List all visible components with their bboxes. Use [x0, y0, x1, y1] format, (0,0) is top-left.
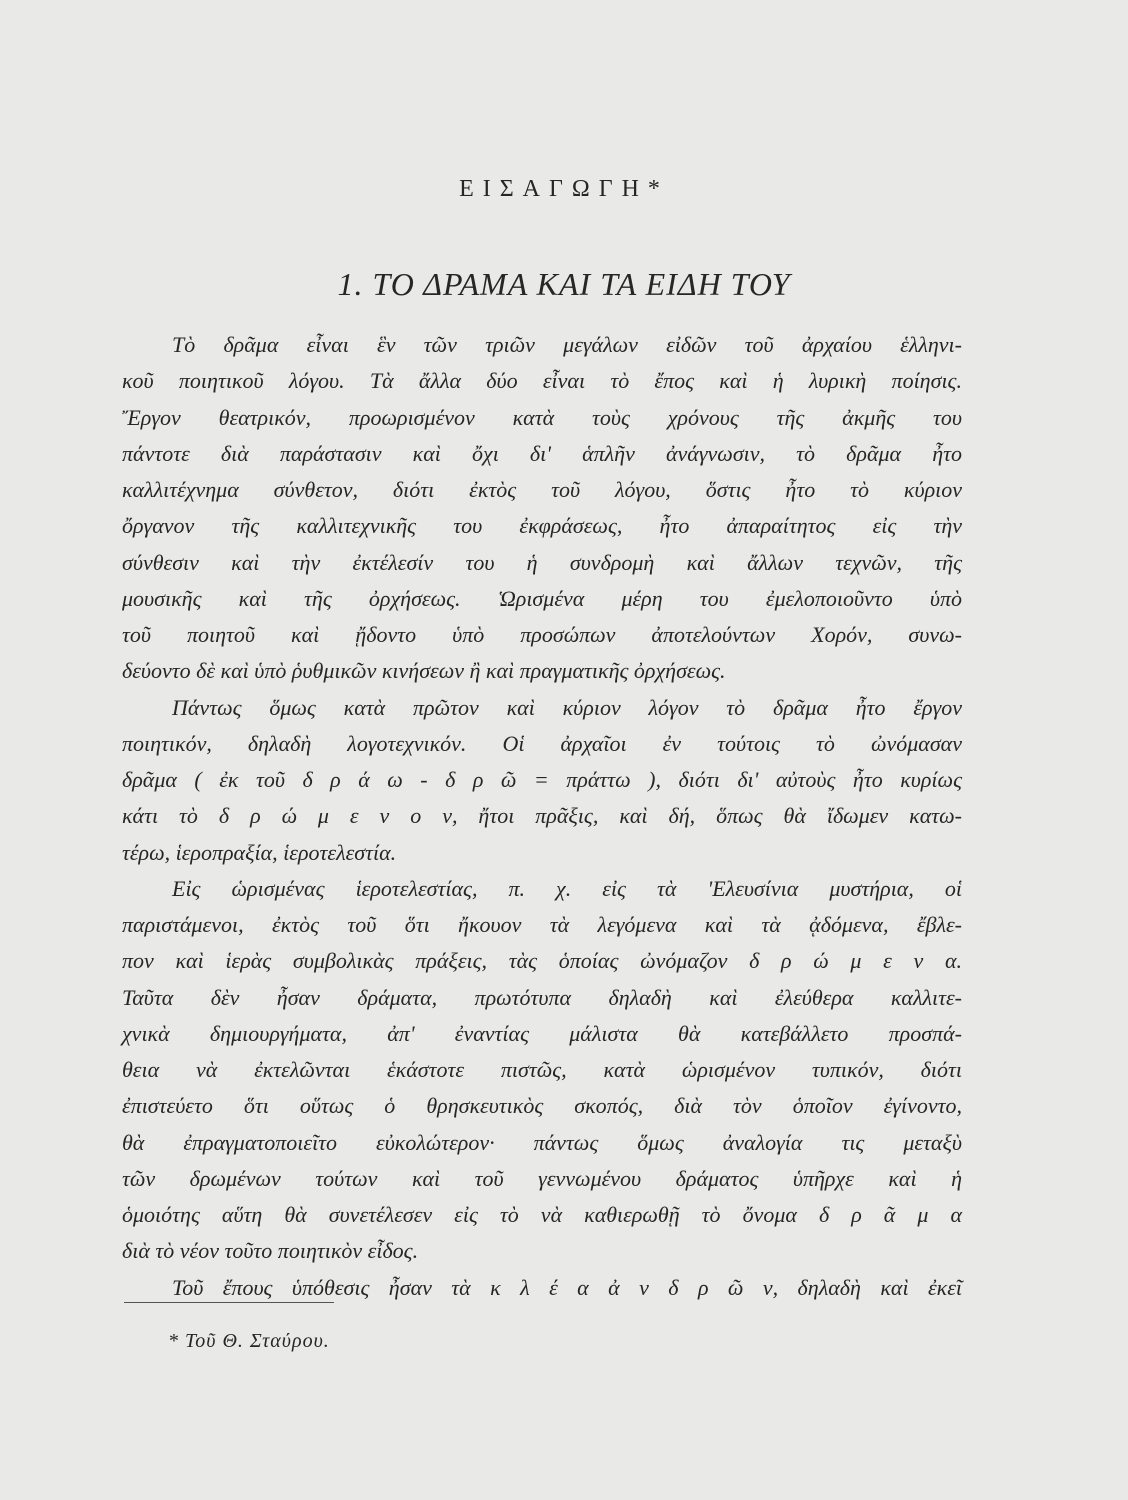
- chapter-heading: ΕΙΣΑΓΩΓΗ*: [459, 176, 669, 202]
- text-line: Τοῦ ἔπους ὑπόθεσις ἦσαν τὰ κ λ έ α ἀ ν δ ρ ῶ ν, δηλαδὴ καὶ ἐκεῖ: [172, 1274, 962, 1300]
- footnote-divider: [124, 1302, 334, 1303]
- text-line: ποιητικόν, δηλαδὴ λογοτεχνικόν. Οἱ ἀρχαῖοι ἐν τούτοις τὸ ὠνόμασαν: [122, 730, 962, 756]
- text-line: σύνθεσιν καὶ τὴν ἐκτέλεσίν του ἡ συνδρομὴ καὶ ἄλλων τεχνῶν, τῆς: [122, 549, 962, 575]
- text-line: μουσικῆς καὶ τῆς ὀρχήσεως. Ὡρισμένα μέρη του ἐμελοποιοῦντο ὑπὸ: [122, 585, 962, 611]
- text-line: ἐπιστεύετο ὅτι οὕτως ὁ θρησκευτικὸς σκοπός, διὰ τὸν ὁποῖον ἐγίνοντο,: [122, 1093, 962, 1119]
- text-line: δρᾶμα ( ἐκ τοῦ δ ρ ά ω - δ ρ ῶ = πράττω ), διότι δι' αὐτοὺς ἦτο κυρίως: [122, 767, 962, 792]
- text-line: Ἔργον θεατρικόν, προωρισμένον κατὰ τοὺς χρόνους τῆς ἀκμῆς του: [122, 404, 962, 430]
- text-line: ὄργανον τῆς καλλιτεχνικῆς του ἐκφράσεως, ἦτο ἀπαραίτητος εἰς τὴν: [122, 513, 962, 539]
- text-line: τοῦ ποιητοῦ καὶ ᾔδοντο ὑπὸ προσώπων ἀποτελούντων Χορόν, συνω-: [122, 622, 962, 647]
- text-line: Ταῦτα δὲν ἦσαν δράματα, πρωτότυπα δηλαδὴ καὶ ἐλεύθερα καλλιτε-: [122, 984, 962, 1010]
- text-line: ὁμοιότης αὕτη θὰ συνετέλεσεν εἰς τὸ νὰ καθιερωθῇ τὸ ὄνομα δ ρ ᾶ μ α: [122, 1202, 962, 1227]
- text-line: Τὸ δρᾶμα εἶναι ἓν τῶν τριῶν μεγάλων εἰδῶν τοῦ ἀρχαίου ἑλληνι-: [172, 332, 962, 357]
- text-line: κοῦ ποιητικοῦ λόγου. Τὰ ἄλλα δύο εἶναι τὸ ἔπος καὶ ἡ λυρικὴ ποίησις.: [122, 368, 962, 394]
- text-line: θεια νὰ ἐκτελῶνται ἑκάστοτε πιστῶς, κατὰ ὡρισμένον τυπικόν, διότι: [122, 1057, 962, 1082]
- text-line: κάτι τὸ δ ρ ώ μ ε ν ο ν, ἤτοι πρᾶξις, καὶ δή, ὅπως θὰ ἴδωμεν κατω-: [122, 803, 962, 829]
- text-line: διὰ τὸ νέον τοῦτο ποιητικὸν εἶδος.: [122, 1238, 419, 1264]
- text-line: Εἰς ὡρισμένας ἱεροτελεστίας, π. χ. εἰς τὰ 'Ελευσίνια μυστήρια, οἱ: [172, 875, 962, 901]
- text-line: πάντοτε διὰ παράστασιν καὶ ὄχι δι' ἁπλῆν ἀνάγνωσιν, τὸ δρᾶμα ἦτο: [122, 440, 962, 466]
- text-line: παριστάμενοι, ἐκτὸς τοῦ ὅτι ἤκουον τὰ λεγόμενα καὶ τὰ ᾀδόμενα, ἔβλε-: [122, 912, 962, 937]
- text-line: τῶν δρωμένων τούτων καὶ τοῦ γεννωμένου δράματος ὑπῆρχε καὶ ἡ: [122, 1165, 962, 1191]
- footnote: * Τοῦ Θ. Σταύρου.: [168, 1330, 330, 1352]
- section-title: 1. ΤΟ ΔΡΑΜΑ ΚΑΙ ΤΑ ΕΙΔΗ ΤΟΥ: [337, 266, 791, 302]
- text-line: καλλιτέχνημα σύνθετον, διότι ἐκτὸς τοῦ λόγου, ὅστις ἦτο τὸ κύριον: [122, 477, 962, 502]
- text-line: πον καὶ ἱερὰς συμβολικὰς πράξεις, τὰς ὁποίας ὠνόμαζον δ ρ ώ μ ε ν α.: [122, 948, 962, 974]
- text-line: χνικὰ δημιουργήματα, ἀπ' ἐναντίας μάλιστα θὰ κατεβάλλετο προσπά-: [122, 1020, 962, 1046]
- text-line: δεύοντο δὲ καὶ ὑπὸ ῥυθμικῶν κινήσεων ἢ καὶ πραγματικῆς ὀρχήσεως.: [122, 658, 726, 684]
- text-line: θὰ ἐπραγματοποιεῖτο εὐκολώτερον· πάντως ὅμως ἀναλογία τις μεταξὺ: [122, 1129, 962, 1155]
- text-line: Πάντως ὅμως κατὰ πρῶτον καὶ κύριον λόγον τὸ δρᾶμα ἦτο ἔργον: [172, 694, 962, 720]
- text-line: τέρω, ἱεροπραξία, ἱεροτελεστία.: [122, 839, 397, 865]
- body-text: [122, 327, 962, 1306]
